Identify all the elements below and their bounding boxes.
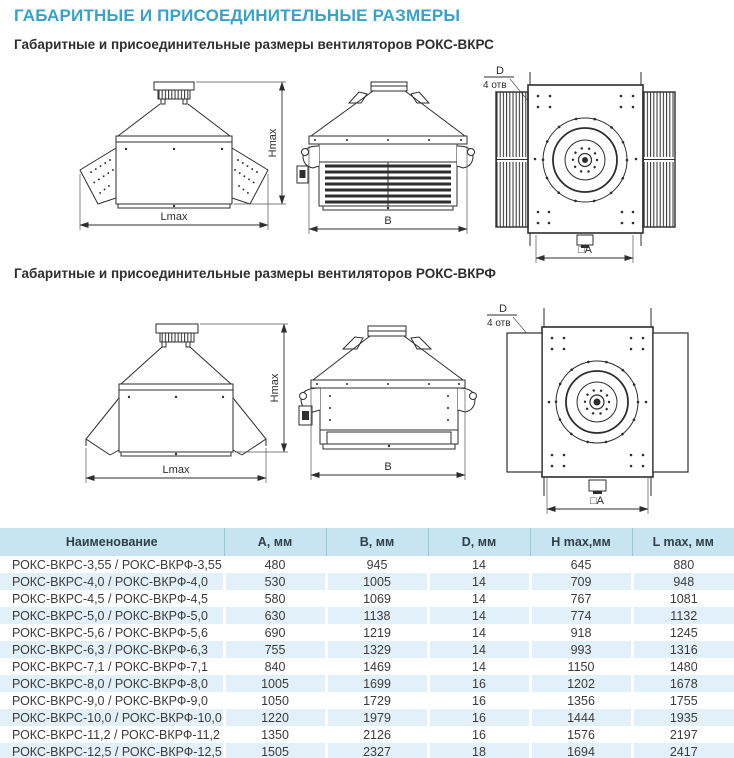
table-row [0, 709, 734, 726]
table-row [0, 675, 734, 692]
dimension-value-cell: 2417 [632, 743, 734, 758]
table-row [0, 590, 734, 607]
dimension-value-cell: 1220 [224, 709, 326, 726]
dimension-value-cell: 16 [428, 709, 530, 726]
dimension-value-cell: 1729 [326, 692, 428, 709]
column-header: Н max,мм [530, 528, 632, 556]
column-header: L max, мм [632, 528, 734, 556]
dimension-value-cell: 1979 [326, 709, 428, 726]
dimension-value-cell: 14 [428, 573, 530, 590]
dimension-value-cell: 14 [428, 641, 530, 658]
dimension-value-cell: 755 [224, 641, 326, 658]
dimension-value-cell: 993 [530, 641, 632, 658]
table-row [0, 573, 734, 590]
dimension-value-cell: 1694 [530, 743, 632, 758]
dimension-value-cell: 580 [224, 590, 326, 607]
dimension-value-cell: 1469 [326, 658, 428, 675]
dimension-value-cell: 1329 [326, 641, 428, 658]
dimensions-table [0, 528, 734, 758]
dim-label-d: D [499, 303, 507, 315]
model-name-cell: РОКС-ВКРС-7,1 / РОКС-ВКРФ-7,1 [12, 659, 208, 674]
drawing-vkrs-top-view [480, 62, 734, 270]
dimension-value-cell: 774 [530, 607, 632, 624]
holes-count-label: 4 отв [487, 318, 511, 329]
dimension-value-cell: 1245 [632, 624, 734, 641]
dimension-value-cell: 1480 [632, 658, 734, 675]
drawing-vkrs-front-view [14, 62, 299, 262]
dim-label-b: B [384, 215, 392, 227]
table-header-row [0, 528, 734, 556]
model-name-cell: РОКС-ВКРС-10,0 / РОКС-ВКРФ-10,0 [12, 710, 222, 725]
dimension-value-cell: 14 [428, 556, 530, 573]
column-header: Наименование [0, 528, 224, 556]
dimension-value-cell: 1699 [326, 675, 428, 692]
table-header [0, 528, 734, 556]
dimension-value-cell: 1444 [530, 709, 632, 726]
dim-label-a: □A [590, 495, 604, 507]
table-row [0, 607, 734, 624]
dimension-value-cell: 1202 [530, 675, 632, 692]
table-row [0, 726, 734, 743]
dimension-value-cell: 1132 [632, 607, 734, 624]
table-row [0, 556, 734, 573]
dimension-value-cell: 1005 [224, 675, 326, 692]
dimension-value-cell: 1576 [530, 726, 632, 743]
dimension-value-cell: 918 [530, 624, 632, 641]
dimension-value-cell: 16 [428, 692, 530, 709]
dim-label-lmax: Lmax [160, 211, 188, 223]
dimension-value-cell: 16 [428, 726, 530, 743]
dimension-value-cell: 709 [530, 573, 632, 590]
dimension-value-cell: 14 [428, 658, 530, 675]
dimension-value-cell: 1138 [326, 607, 428, 624]
dimension-value-cell: 948 [632, 573, 734, 590]
dimension-value-cell: 840 [224, 658, 326, 675]
table-row [0, 658, 734, 675]
dim-label-b: B [384, 461, 392, 473]
model-name-cell: РОКС-ВКРС-11,2 / РОКС-ВКРФ-11,2 [12, 727, 220, 742]
model-name-cell: РОКС-ВКРС-4,0 / РОКС-ВКРФ-4,0 [12, 574, 208, 589]
dimension-value-cell: 14 [428, 590, 530, 607]
model-name-cell: РОКС-ВКРС-12,5 / РОКС-ВКРФ-12,5 [12, 744, 222, 758]
dimension-value-cell: 480 [224, 556, 326, 573]
table-row [0, 743, 734, 758]
dimension-value-cell: 1935 [632, 709, 734, 726]
column-header: В, мм [326, 528, 428, 556]
dimension-value-cell: 1356 [530, 692, 632, 709]
dimension-value-cell: 1316 [632, 641, 734, 658]
dim-label-hmax: Hmax [269, 373, 281, 403]
dimension-value-cell: 1678 [632, 675, 734, 692]
dimension-value-cell: 2327 [326, 743, 428, 758]
dimension-value-cell: 945 [326, 556, 428, 573]
table-body [0, 556, 734, 758]
dimension-value-cell: 1219 [326, 624, 428, 641]
dim-label-hmax: Hmax [267, 128, 279, 158]
dimension-value-cell: 1505 [224, 743, 326, 758]
model-name-cell: РОКС-ВКРС-8,0 / РОКС-ВКРФ-8,0 [12, 676, 208, 691]
drawing-vkrf-side-view [285, 300, 480, 515]
dimension-value-cell: 1150 [530, 658, 632, 675]
dimension-value-cell: 14 [428, 607, 530, 624]
table-row [0, 692, 734, 709]
table-row [0, 641, 734, 658]
dimension-value-cell: 2197 [632, 726, 734, 743]
dimension-value-cell: 18 [428, 743, 530, 758]
dimension-value-cell: 767 [530, 590, 632, 607]
model-name-cell: РОКС-ВКРС-9,0 / РОКС-ВКРФ-9,0 [12, 693, 208, 708]
section-heading-vkrs: Габаритные и присоединительные размеры вентиляторов РОКС-ВКРС [14, 37, 494, 52]
model-name-cell: РОКС-ВКРС-5,0 / РОКС-ВКРФ-5,0 [12, 608, 208, 623]
column-header: D, мм [428, 528, 530, 556]
dimension-value-cell: 2126 [326, 726, 428, 743]
dimension-value-cell: 645 [530, 556, 632, 573]
model-name-cell: РОКС-ВКРС-3,55 / РОКС-ВКРФ-3,55 [12, 557, 222, 572]
page-title: ГАБАРИТНЫЕ И ПРИСОЕДИНИТЕЛЬНЫЕ РАЗМЕРЫ [14, 6, 461, 25]
dim-label-a: □A [578, 244, 592, 256]
table-row [0, 624, 734, 641]
drawing-vkrf-front-view [14, 300, 299, 515]
dimension-value-cell: 1081 [632, 590, 734, 607]
model-name-cell: РОКС-ВКРС-6,3 / РОКС-ВКРФ-6,3 [12, 642, 208, 657]
dimension-value-cell: 1050 [224, 692, 326, 709]
model-name-cell: РОКС-ВКРС-4,5 / РОКС-ВКРФ-4,5 [12, 591, 208, 606]
holes-count-label: 4 отв [483, 80, 507, 91]
dimension-value-cell: 530 [224, 573, 326, 590]
model-name-cell: РОКС-ВКРС-5,6 / РОКС-ВКРФ-5,6 [12, 625, 208, 640]
dimension-value-cell: 1350 [224, 726, 326, 743]
dimension-value-cell: 16 [428, 675, 530, 692]
dimension-value-cell: 1755 [632, 692, 734, 709]
drawing-vkrf-top-view [485, 300, 734, 520]
drawing-vkrs-side-view [295, 62, 480, 262]
dimension-value-cell: 14 [428, 624, 530, 641]
dimension-value-cell: 880 [632, 556, 734, 573]
section-heading-vkrf: Габаритные и присоединительные размеры вентиляторов РОКС-ВКРФ [14, 266, 496, 281]
dimension-value-cell: 1005 [326, 573, 428, 590]
dimension-value-cell: 630 [224, 607, 326, 624]
dimension-value-cell: 690 [224, 624, 326, 641]
column-header: А, мм [224, 528, 326, 556]
dimension-value-cell: 1069 [326, 590, 428, 607]
dim-label-lmax: Lmax [162, 464, 190, 476]
dim-label-d: D [496, 65, 504, 77]
